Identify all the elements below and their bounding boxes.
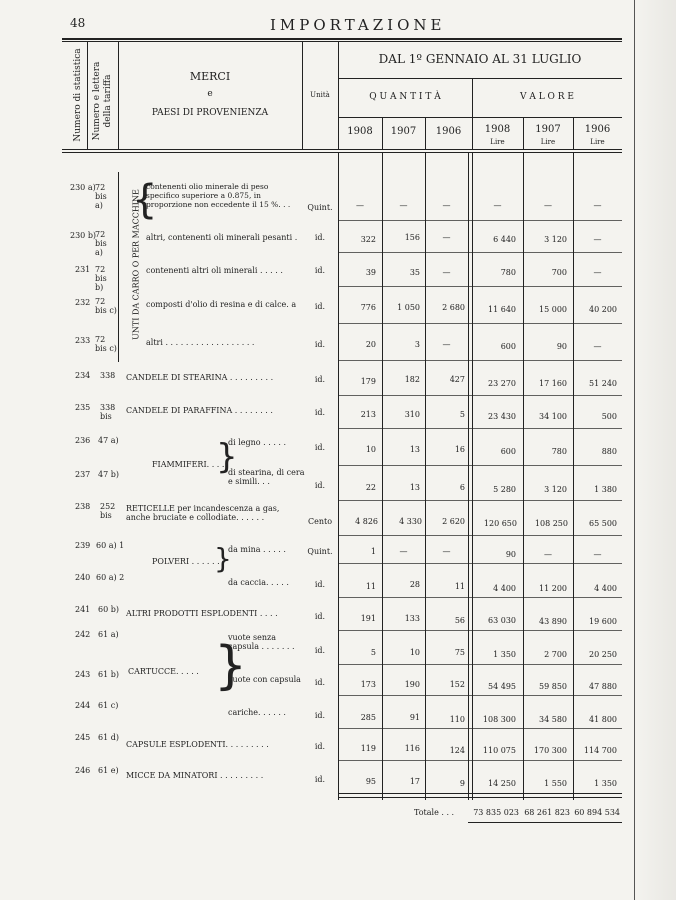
row-unit: Quint. — [307, 547, 333, 556]
row-tariffa: 72 bis c) — [95, 297, 117, 315]
group-fiammiferi: FIAMMIFERI. . . . — [152, 460, 225, 469]
cell: 11 200 — [539, 584, 567, 593]
cell: — — [544, 201, 552, 210]
lire-label: Lire — [490, 138, 505, 146]
row-desc: MICCE DA MINATORI . . . . . . . . . — [126, 771, 264, 780]
row-unit: id. — [314, 742, 326, 751]
cell: — — [442, 340, 451, 349]
cell: — — [544, 550, 552, 559]
brace-icon: } — [214, 636, 248, 696]
v-year-1907: 1907 — [535, 124, 561, 135]
cell: 3 120 — [544, 485, 567, 494]
cell: 15 000 — [539, 305, 567, 314]
cell: 11 — [454, 582, 465, 591]
cell: 1 350 — [493, 650, 516, 659]
row-num: 243 — [75, 670, 91, 679]
v-year-1908: 1908 — [484, 124, 511, 135]
cell: 23 430 — [488, 412, 516, 421]
cell: 776 — [360, 303, 376, 312]
page-number: 48 — [70, 16, 86, 30]
row-unit: id. — [314, 340, 326, 349]
cell: 16 — [454, 445, 465, 454]
row-num: 237 — [75, 470, 91, 479]
cell: 152 — [449, 680, 465, 689]
row-desc: composti d'olio di resina e di calce. a — [146, 300, 297, 309]
cell: 59 850 — [539, 682, 567, 691]
row-num: 232 — [75, 298, 91, 307]
cell: 39 — [365, 268, 376, 277]
cell: 13 — [409, 445, 420, 454]
row-num: 233 — [75, 336, 91, 345]
row-tariffa: 72 bis b) — [95, 265, 107, 292]
row-num: 239 — [75, 541, 91, 550]
cell: 34 100 — [539, 412, 567, 421]
cell: — — [399, 547, 408, 556]
cell: 116 — [404, 744, 420, 753]
cell: 22 — [365, 483, 376, 492]
cell: 34 580 — [539, 715, 567, 724]
cell: 156 — [404, 233, 420, 242]
cell: 600 — [500, 342, 516, 351]
row-num: 241 — [75, 605, 91, 614]
cell: 110 075 — [482, 746, 516, 755]
cell: 56 — [454, 616, 465, 625]
brace-icon: } — [214, 542, 232, 575]
cell: 4 400 — [493, 584, 516, 593]
page-edge — [634, 0, 676, 900]
row-num: 238 — [75, 502, 91, 511]
cell: — — [399, 201, 408, 210]
cell: 880 — [601, 447, 617, 456]
cell: 190 — [404, 680, 420, 689]
cell: 285 — [360, 713, 376, 722]
cell: 3 — [414, 340, 420, 349]
row-tariffa: 61 c) — [98, 701, 119, 710]
row-tariffa: 60 a) 1 — [96, 541, 125, 550]
cell: 2 700 — [544, 650, 567, 659]
row-tariffa: 338 — [100, 371, 116, 380]
cell: 35 — [409, 268, 420, 277]
row-desc: di stearina, di cera e simili. . . — [228, 468, 305, 486]
cell: 1 050 — [397, 303, 420, 312]
row-unit: id. — [314, 711, 326, 720]
row-tariffa: 72 bis a) — [95, 183, 107, 210]
row-unit: id. — [314, 646, 326, 655]
cell: 54 495 — [488, 682, 516, 691]
cell: 1 380 — [594, 485, 617, 494]
cell: 500 — [601, 412, 617, 421]
row-unit: id. — [314, 443, 326, 452]
cell: 322 — [360, 235, 376, 244]
cell: — — [442, 268, 451, 277]
cell: 90 — [505, 550, 516, 559]
cell: 13 — [409, 483, 420, 492]
cell: 600 — [500, 447, 516, 456]
cell: 41 800 — [589, 715, 617, 724]
cell: 65 500 — [589, 519, 617, 528]
cell: 17 — [409, 777, 420, 786]
row-tariffa: 61 e) — [98, 766, 119, 775]
row-desc: altri . . . . . . . . . . . . . . . . . . — [146, 338, 255, 347]
row-unit: id. — [314, 481, 326, 490]
cell: 1 350 — [594, 779, 617, 788]
cell: 1 — [370, 547, 376, 556]
cell: — — [593, 201, 602, 210]
brace-icon: { — [132, 177, 158, 223]
cell: 182 — [404, 375, 420, 384]
cell: 108 300 — [482, 715, 516, 724]
totals-label: Totale . . . — [414, 808, 455, 817]
row-tariffa: 47 b) — [98, 470, 119, 479]
cell: 6 440 — [493, 235, 516, 244]
cell: 179 — [360, 377, 376, 386]
cell: 4 826 — [355, 517, 378, 526]
row-unit: id. — [314, 375, 326, 384]
running-title: IMPORTAZIONE — [270, 16, 446, 34]
q-year-1906: 1906 — [435, 126, 462, 137]
unita-header: Unità — [310, 91, 330, 99]
row-num: 234 — [75, 371, 91, 380]
row-num: 242 — [75, 630, 91, 639]
row-unit: Quint. — [307, 203, 333, 212]
row-desc: vuote con capsula — [228, 675, 301, 684]
cell: 23 270 — [488, 379, 516, 388]
row-num: 230 a) — [70, 183, 96, 192]
group-polveri: POLVERI . . . . . . — [152, 557, 220, 566]
cell: — — [442, 233, 451, 242]
row-desc: CAPSULE ESPLODENTI. . . . . . . . . — [126, 740, 269, 749]
row-unit: id. — [314, 612, 326, 621]
cell: 191 — [360, 614, 376, 623]
cell: 47 880 — [589, 682, 617, 691]
q-year-1908: 1908 — [347, 126, 373, 137]
cell: — — [493, 201, 502, 210]
cell: 120 650 — [483, 519, 517, 528]
cell: 4 330 — [399, 517, 422, 526]
row-desc: di legno . . . . . — [228, 438, 287, 447]
cell: 3 120 — [544, 235, 567, 244]
cell: 170 300 — [533, 746, 567, 755]
cell: — — [356, 201, 364, 210]
cell: 11 640 — [488, 305, 516, 314]
cell: — — [442, 201, 451, 210]
cell: 43 890 — [539, 617, 567, 626]
cell: 14 250 — [488, 779, 516, 788]
merci-header-2: e — [207, 89, 213, 99]
cell: 110 — [449, 715, 465, 724]
row-desc: da caccia. . . . . — [228, 578, 289, 587]
cell: 9 — [459, 779, 465, 788]
cell: 1 550 — [544, 779, 567, 788]
cell: 10 — [365, 445, 376, 454]
row-tariffa: 338 bis — [100, 403, 116, 421]
row-tariffa: 61 d) — [98, 733, 119, 742]
cell: 119 — [360, 744, 376, 753]
num-stat-header: Numero di statistica — [73, 48, 83, 142]
row-tariffa: 47 a) — [98, 436, 119, 445]
cell: — — [442, 547, 451, 556]
cell: 2 620 — [442, 517, 465, 526]
cell: — — [593, 342, 602, 351]
row-unit: id. — [314, 302, 326, 311]
cell: 427 — [449, 375, 465, 384]
q-year-1907: 1907 — [390, 126, 417, 137]
cell: 51 240 — [589, 379, 617, 388]
row-num: 235 — [75, 403, 91, 412]
cell: 75 — [454, 648, 465, 657]
row-num: 230 b) — [70, 231, 97, 240]
cell: 5 — [370, 648, 376, 657]
row-unit: Cento — [307, 517, 333, 526]
cell: 310 — [404, 410, 420, 419]
row-num: 245 — [75, 733, 91, 742]
row-unit: id. — [314, 580, 326, 589]
row-tariffa: 72 bis a) — [95, 230, 107, 257]
row-tariffa: 60 b) — [98, 605, 119, 614]
row-num: 244 — [75, 701, 91, 710]
total-value-1908: 73 835 023 — [473, 808, 519, 817]
cell: 63 030 — [488, 616, 516, 625]
cell: 10 — [409, 648, 420, 657]
cell: 17 160 — [539, 379, 567, 388]
row-unit: id. — [314, 775, 326, 784]
row-unit: id. — [314, 408, 326, 417]
row-unit: id. — [314, 678, 326, 687]
row-desc: contenenti altri oli minerali . . . . . — [146, 266, 283, 275]
cell: 28 — [409, 580, 420, 589]
cell: 133 — [404, 614, 420, 623]
row-tariffa: 60 a) 2 — [96, 573, 125, 582]
num-tariffa-header: Numero e lettera della tariffa — [92, 61, 113, 141]
cell: 90 — [556, 342, 567, 351]
cell: 780 — [500, 268, 516, 277]
cell: 20 — [365, 340, 376, 349]
row-desc: CANDELE DI PARAFFINA . . . . . . . . — [126, 406, 273, 415]
row-desc: vuote senza capsula . . . . . . . — [228, 633, 295, 651]
cell: 40 200 — [589, 305, 617, 314]
brace-icon: } — [216, 437, 238, 477]
cell: 114 700 — [583, 746, 617, 755]
group-cartucce: CARTUCCE. . . . . — [128, 667, 199, 676]
cell: 213 — [360, 410, 376, 419]
cell: 19 600 — [589, 617, 617, 626]
row-unit: id. — [314, 266, 326, 275]
row-tariffa: 252 bis — [100, 502, 116, 520]
quantita-header: Q U A N T I T À — [369, 92, 441, 102]
row-desc: da mina . . . . . — [228, 545, 286, 554]
row-desc: contenenti olio minerale di peso specifico superiore a 0.875, in proporzione non eccedente il 15 %. . . — [146, 182, 291, 209]
group-label-unti: UNTI DA CARRO O PER MACCHINE — [131, 189, 141, 340]
row-desc: CANDELE DI STEARINA . . . . . . . . . — [126, 373, 274, 382]
cell: 20 250 — [589, 650, 617, 659]
row-num: 240 — [75, 573, 91, 582]
period-header: DAL 1º GENNAIO AL 31 LUGLIO — [378, 52, 582, 66]
row-desc: altri, contenenti oli minerali pesanti . — [146, 233, 298, 242]
row-unit: id. — [314, 233, 326, 242]
cell: 91 — [409, 713, 420, 722]
row-tariffa: 61 a) — [98, 630, 119, 639]
merci-header-3: PAESI DI PROVENIENZA — [151, 108, 269, 118]
total-value-1907: 68 261 823 — [524, 808, 570, 817]
cell: 173 — [360, 680, 376, 689]
cell: 5 280 — [493, 485, 516, 494]
total-value-1906: 60 894 534 — [574, 808, 620, 817]
lire-label: Lire — [540, 138, 556, 146]
cell: 124 — [449, 746, 465, 755]
cell: 4 400 — [594, 584, 617, 593]
cell: 2 680 — [442, 303, 465, 312]
row-desc: RETICELLE per incandescenza a gas, anche bruciate e collodiate. . . . . . — [126, 504, 280, 522]
lire-label: Lire — [590, 138, 605, 146]
cell: 108 250 — [534, 519, 568, 528]
cell: 95 — [365, 777, 376, 786]
cell: 11 — [365, 582, 376, 591]
cell: 780 — [551, 447, 567, 456]
row-desc: cariche. . . . . . — [228, 708, 286, 717]
cell: — — [593, 268, 602, 277]
valore-header: V A L O R E — [519, 92, 574, 102]
row-desc: ALTRI PRODOTTI ESPLODENTI . . . . — [126, 609, 278, 618]
cell: 6 — [459, 483, 465, 492]
row-tariffa: 61 b) — [98, 670, 119, 679]
merci-header-1: MERCI — [189, 70, 231, 83]
v-year-1906: 1906 — [584, 124, 611, 135]
row-num: 236 — [75, 436, 91, 445]
cell: 700 — [551, 268, 567, 277]
row-tariffa: 72 bis c) — [95, 335, 117, 353]
cell: — — [593, 550, 602, 559]
cell: 5 — [459, 410, 465, 419]
cell: — — [593, 235, 602, 244]
row-num: 246 — [75, 766, 91, 775]
row-num: 231 — [75, 265, 91, 274]
